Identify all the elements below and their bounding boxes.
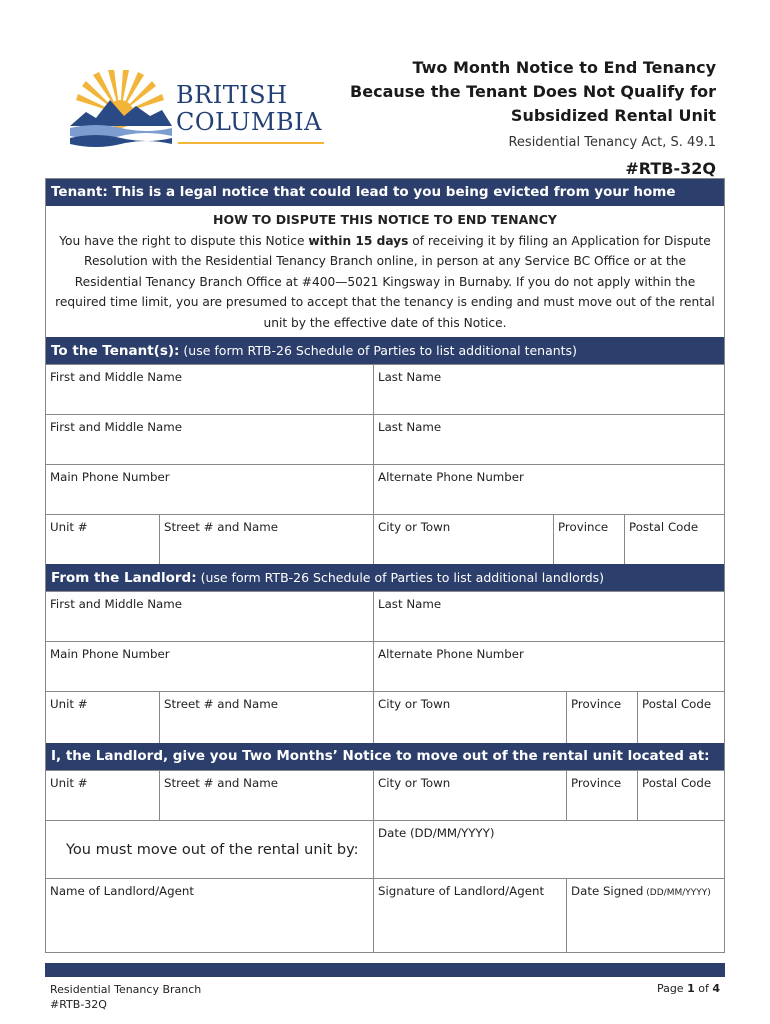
rental-address-row	[46, 770, 724, 820]
tenant-2-first-name-field[interactable]: First and Middle Name	[50, 420, 183, 434]
tenant-alt-phone-field[interactable]: Alternate Phone Number	[373, 465, 724, 514]
rental-postal-field[interactable]: Postal Code	[637, 771, 724, 820]
footer-bar	[45, 963, 725, 977]
tenant-address-row	[46, 514, 724, 564]
page-indicator	[657, 982, 720, 995]
tenant-unit-field[interactable]: Unit #	[50, 520, 88, 534]
form-title-line-2: Because the Tenant Does Not Qualify for	[350, 82, 716, 101]
date-signed-format: (DD/MM/YYYY)	[643, 888, 711, 898]
landlord-province-field[interactable]: Province	[566, 692, 637, 743]
date-signed-label: Date Signed	[571, 884, 644, 898]
rental-province-field[interactable]: Province	[566, 771, 637, 820]
landlord-postal-field[interactable]: Postal Code	[637, 692, 724, 743]
page-word: Page	[656, 982, 688, 995]
logo-line-1: BRITISH	[176, 81, 288, 109]
landlord-address-row	[46, 691, 724, 743]
tenant-city-field[interactable]: City or Town	[373, 515, 553, 564]
warning-band: Tenant: This is a legal notice that could lead to you being evicted from your home	[46, 179, 724, 206]
landlord-section-header	[46, 564, 724, 591]
bc-logo-text	[176, 82, 322, 136]
dispute-text-part-2: of receiving it by filing an Application for Dispute Resolution with the Residential Tenancy Branch online, in person at any Service BC Office or at the Residential Tenancy Branch Office at #400—5021 Kingsway in Burnaby. If you do not apply within the required time limit, you are presumed to accept that the tenancy is ending and must move out of the rental unit by the effective date of this Notice.	[55, 233, 715, 330]
tenant-main-phone-field[interactable]: Main Phone Number	[50, 470, 170, 484]
dispute-text-deadline: within 15 days	[308, 233, 409, 248]
footer-branch: Residential Tenancy Branch	[50, 983, 202, 996]
of-word: of	[694, 982, 713, 995]
form-title-line-3: Subsidized Rental Unit	[510, 106, 716, 125]
page-total: 4	[712, 982, 720, 995]
tenant-street-field[interactable]: Street # and Name	[159, 515, 373, 564]
page-number: 1	[687, 982, 695, 995]
tenant-first-name-field[interactable]: First and Middle Name	[50, 370, 183, 384]
tenant-province-field[interactable]: Province	[553, 515, 624, 564]
tenant-name-row-1	[46, 364, 724, 414]
tenant-section-header	[46, 337, 724, 364]
dispute-instructions	[46, 206, 724, 337]
landlord-section-note: (use form RTB-26 Schedule of Parties to list additional landlords)	[196, 570, 605, 585]
move-out-date-field[interactable]: Date (DD/MM/YYYY)	[373, 821, 724, 878]
landlord-last-name-field[interactable]: Last Name	[373, 592, 724, 641]
tenant-postal-field[interactable]: Postal Code	[624, 515, 724, 564]
tenant-section-title: To the Tenant(s):	[51, 343, 180, 359]
signature-field[interactable]: Signature of Landlord/Agent	[373, 879, 566, 952]
rental-city-field[interactable]: City or Town	[373, 771, 566, 820]
form-title-block	[350, 56, 716, 180]
dispute-text-part-1: You have the right to dispute this Notice	[59, 233, 309, 248]
rental-unit-field[interactable]: Unit #	[50, 776, 88, 790]
logo-line-2: COLUMBIA	[176, 108, 322, 136]
tenant-name-row-2	[46, 414, 724, 464]
tenant-2-last-name-field[interactable]: Last Name	[373, 415, 724, 464]
notice-section-header: I, the Landlord, give you Two Months’ Notice to move out of the rental unit located at:	[46, 743, 724, 770]
landlord-street-field[interactable]: Street # and Name	[159, 692, 373, 743]
form-sheet	[45, 178, 725, 953]
date-signed-field[interactable]	[566, 879, 724, 952]
landlord-agent-name-field[interactable]: Name of Landlord/Agent	[50, 884, 194, 898]
landlord-section-title: From the Landlord:	[51, 570, 197, 586]
form-code: #RTB-32Q	[625, 159, 716, 178]
move-out-label: You must move out of the rental unit by:	[66, 841, 359, 858]
dispute-heading: HOW TO DISPUTE THIS NOTICE TO END TENANCY	[213, 212, 557, 227]
footer-left	[50, 982, 201, 1012]
landlord-main-phone-field[interactable]: Main Phone Number	[50, 647, 170, 661]
act-reference: Residential Tenancy Act, S. 49.1	[508, 135, 716, 150]
rental-street-field[interactable]: Street # and Name	[159, 771, 373, 820]
landlord-name-row	[46, 591, 724, 641]
landlord-unit-field[interactable]: Unit #	[50, 697, 88, 711]
tenant-last-name-field[interactable]: Last Name	[373, 365, 724, 414]
move-out-row	[46, 820, 724, 878]
landlord-city-field[interactable]: City or Town	[373, 692, 566, 743]
signature-row	[46, 878, 724, 952]
landlord-alt-phone-field[interactable]: Alternate Phone Number	[373, 642, 724, 691]
dispute-text	[50, 231, 720, 334]
landlord-phone-row	[46, 641, 724, 691]
landlord-first-name-field[interactable]: First and Middle Name	[50, 597, 183, 611]
tenant-section-note: (use form RTB-26 Schedule of Parties to list additional tenants)	[179, 343, 577, 358]
form-title-line-1: Two Month Notice to End Tenancy	[412, 58, 716, 77]
tenant-phone-row	[46, 464, 724, 514]
footer-code: #RTB-32Q	[50, 998, 107, 1011]
